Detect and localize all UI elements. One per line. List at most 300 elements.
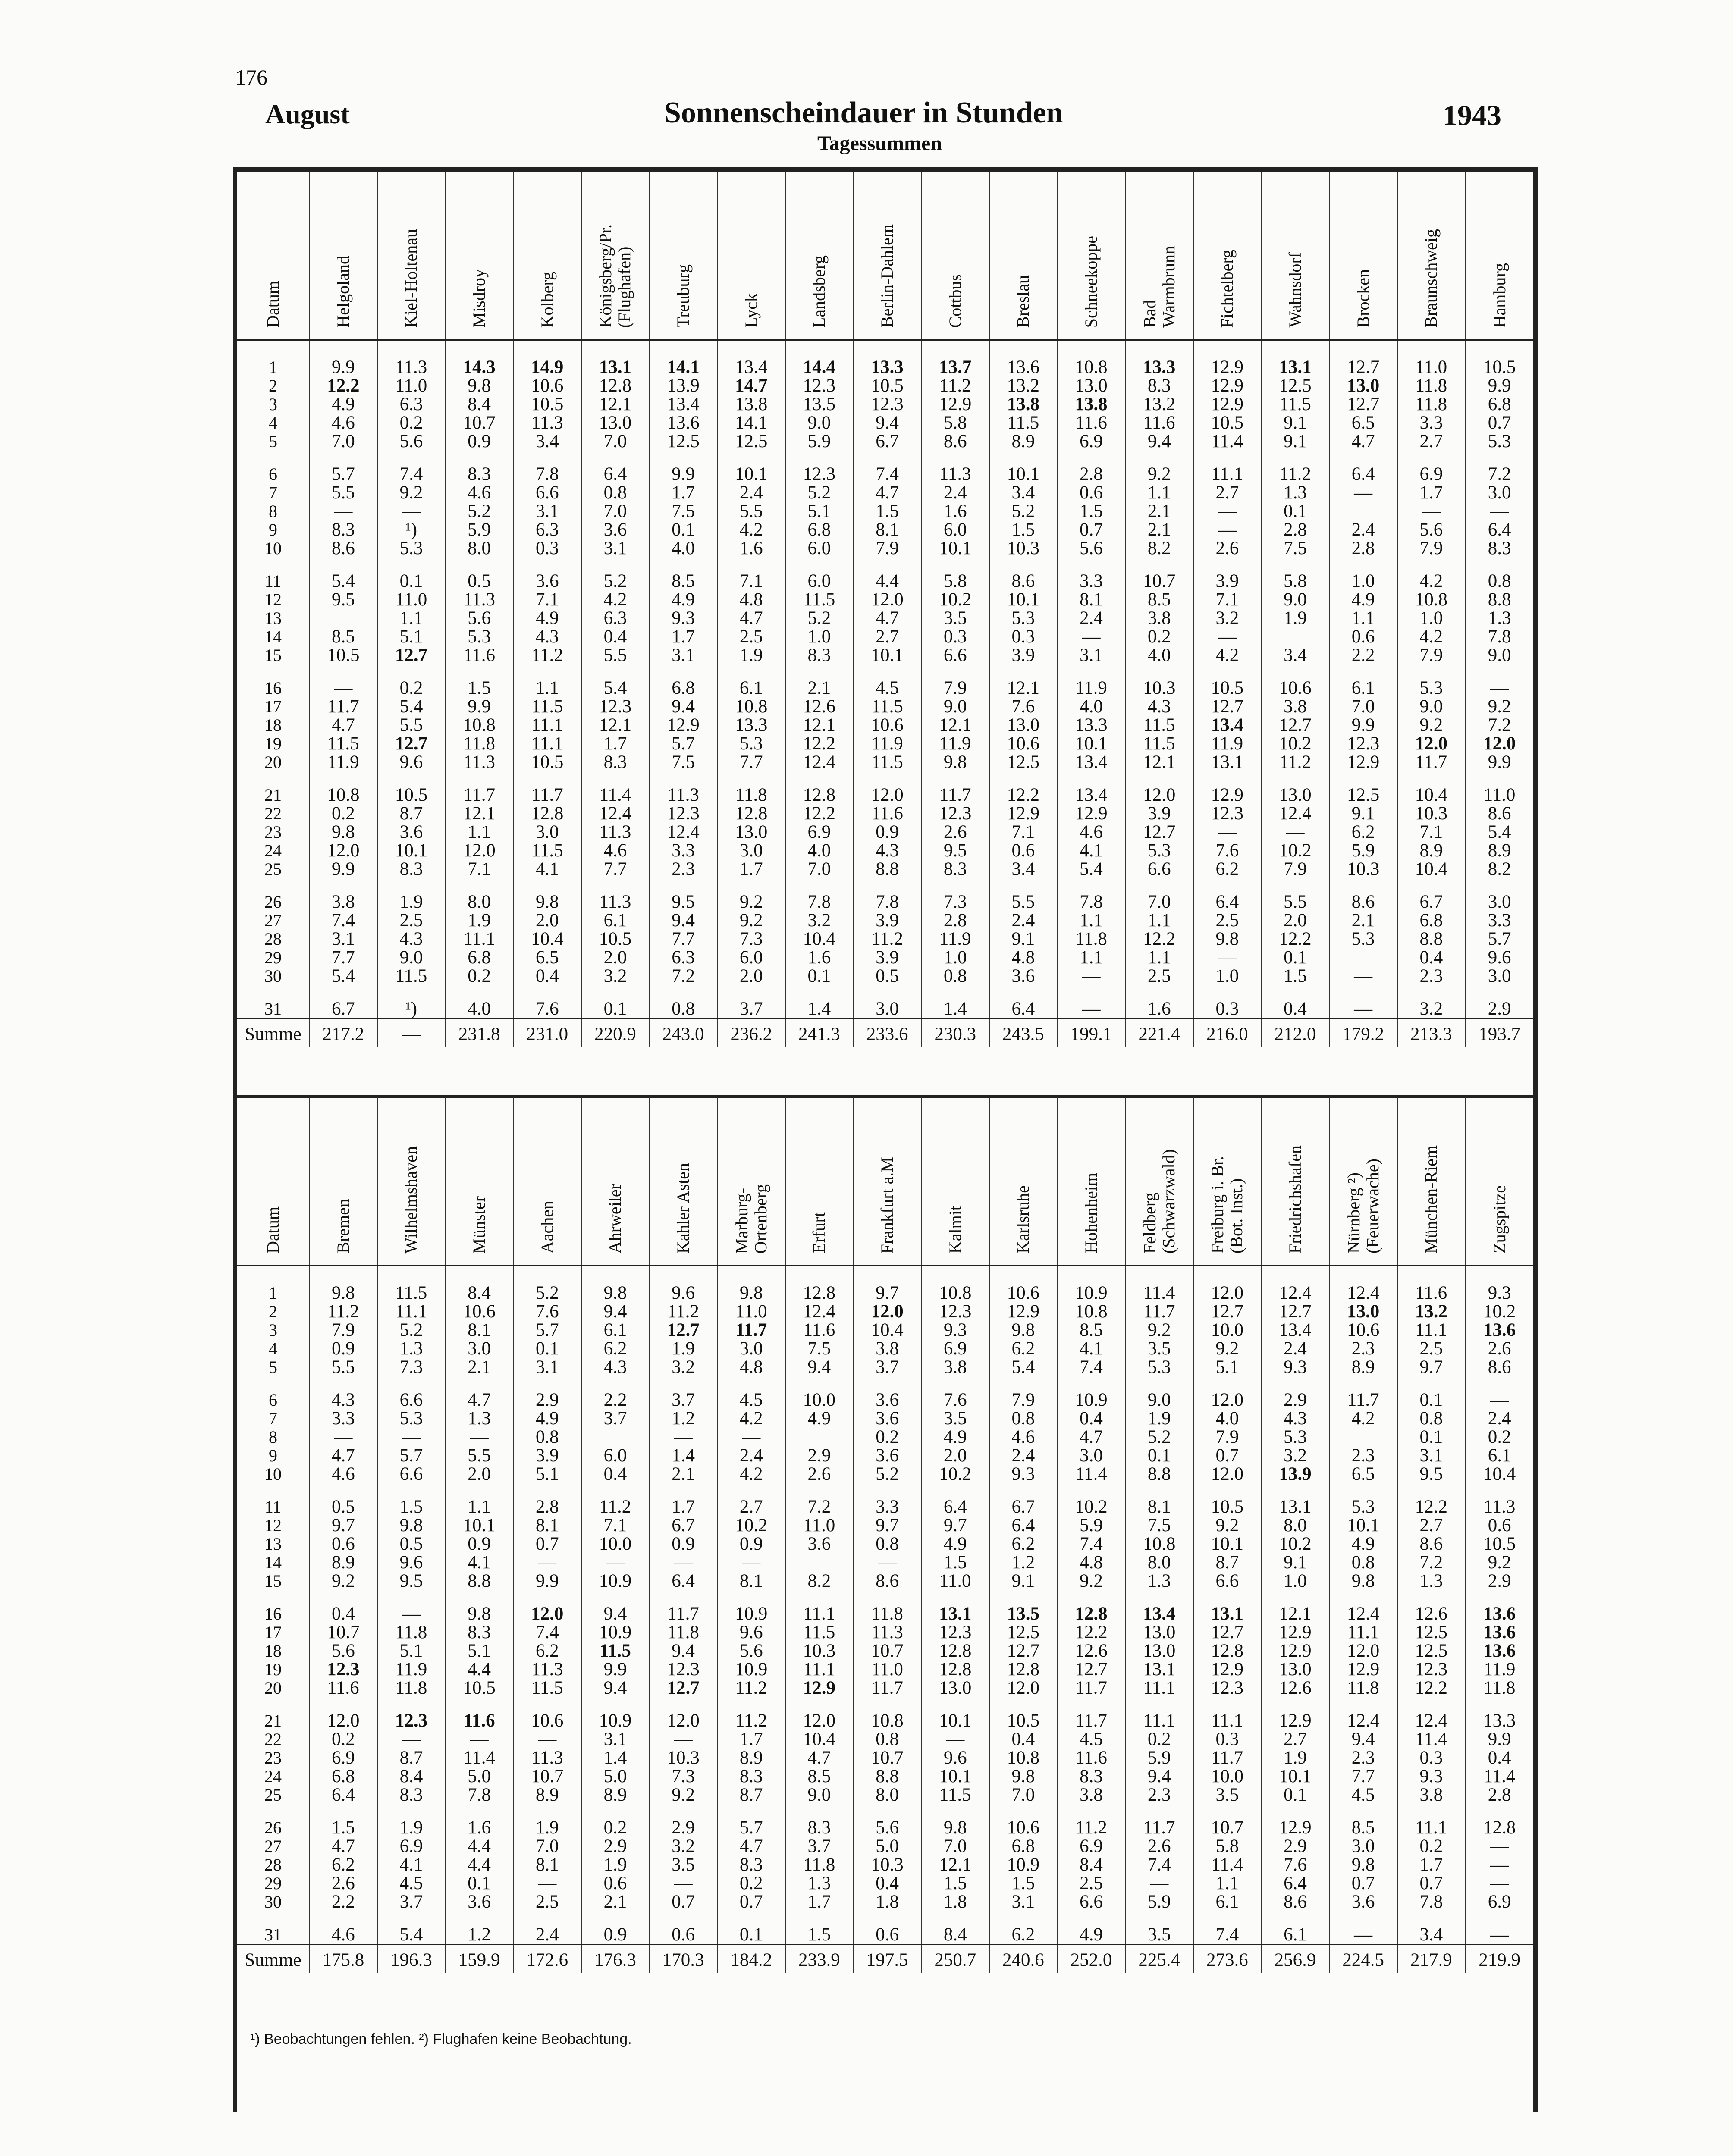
- value-cell: 5.1: [377, 1642, 446, 1660]
- value-cell: 8.5: [785, 1767, 854, 1786]
- value-cell: 11.9: [1193, 734, 1262, 753]
- day-cell: 21: [237, 786, 309, 804]
- value-cell: 11.2: [649, 1302, 717, 1321]
- value-cell: 12.8: [989, 1660, 1058, 1679]
- value-cell: 14.1: [649, 358, 717, 376]
- value-cell: 0.2: [377, 414, 446, 432]
- column-header-station: [1193, 172, 1262, 340]
- value-cell: 8.1: [513, 1855, 581, 1874]
- value-cell: 11.2: [717, 1679, 785, 1711]
- day-cell: 23: [237, 1749, 309, 1767]
- value-cell: 0.3: [1193, 1730, 1262, 1749]
- day-cell: 1: [237, 1284, 309, 1302]
- column-header-station: [785, 172, 854, 340]
- value-cell: 7.6: [989, 697, 1058, 716]
- value-cell: 2.7: [853, 627, 921, 646]
- value-cell: 12.0: [989, 1679, 1058, 1711]
- value-cell: 3.6: [513, 572, 581, 590]
- day-cell: 9: [237, 1446, 309, 1465]
- value-cell: 9.0: [1261, 590, 1329, 609]
- value-cell: 10.8: [717, 697, 785, 716]
- value-cell: 13.4: [649, 395, 717, 414]
- value-cell: 5.6: [309, 1642, 377, 1660]
- column-header-station: [1397, 172, 1466, 340]
- station-name: Lyck: [741, 293, 761, 328]
- value-cell: 6.9: [377, 1837, 446, 1855]
- value-cell: 11.5: [1125, 734, 1193, 753]
- value-cell: 8.8: [1397, 930, 1466, 948]
- value-cell: [309, 609, 377, 627]
- value-cell: 2.9: [513, 1391, 581, 1409]
- sum-row: [237, 1945, 1533, 1973]
- value-cell: 1.4: [921, 1000, 989, 1019]
- value-cell: 3.6: [989, 967, 1058, 1000]
- value-cell: ¹): [377, 1000, 446, 1019]
- value-cell: 5.6: [1057, 539, 1125, 572]
- value-cell: 8.3: [377, 860, 446, 893]
- value-cell: 0.8: [581, 483, 650, 502]
- value-cell: 1.1: [445, 1498, 513, 1516]
- value-cell: 12.9: [989, 804, 1058, 823]
- value-cell: 0.9: [649, 1535, 717, 1553]
- value-cell: 11.6: [1057, 1749, 1125, 1767]
- value-cell: 5.3: [1125, 841, 1193, 860]
- value-cell: 4.8: [717, 1358, 785, 1391]
- value-cell: 5.6: [853, 1818, 921, 1837]
- value-cell: 11.4: [581, 786, 650, 804]
- value-cell: 2.4: [921, 483, 989, 502]
- sum-cell: 184.2: [717, 1945, 785, 1973]
- value-cell: 9.1: [989, 930, 1058, 948]
- station-name: Münster: [469, 1196, 489, 1253]
- value-cell: 5.5: [1261, 893, 1329, 911]
- value-cell: 3.0: [1488, 483, 1511, 503]
- value-cell: 6.6: [1125, 860, 1193, 893]
- sum-row: [237, 1019, 1533, 1047]
- column-header-station: [1465, 172, 1533, 340]
- station-name: Königsberg/Pr. (Flughafen): [596, 224, 634, 328]
- value-cell: 9.6: [717, 1623, 785, 1642]
- value-cell: 4.9: [921, 1535, 989, 1553]
- value-cell: 11.7: [649, 1604, 717, 1623]
- value-cell: 9.9: [445, 697, 513, 716]
- value-cell: 11.5: [785, 1623, 854, 1642]
- value-cell: 9.9: [581, 1660, 650, 1679]
- value-cell: 13.4: [1057, 753, 1125, 786]
- value-cell: 5.5: [445, 1446, 513, 1465]
- value-cell: 8.3: [1057, 1767, 1125, 1786]
- value-cell: 9.3: [1261, 1358, 1329, 1391]
- table-row: [237, 679, 1533, 697]
- value-cell: 12.8: [513, 804, 581, 823]
- value-cell: 4.0: [785, 841, 854, 860]
- value-cell: 4.9: [1329, 1535, 1397, 1553]
- sum-cell: 217.2: [309, 1019, 377, 1047]
- value-cell: 8.6: [1261, 1893, 1329, 1925]
- value-cell: 9.5: [921, 841, 989, 860]
- value-cell: 12.6: [1057, 1642, 1125, 1660]
- value-cell: 3.3: [1488, 910, 1511, 931]
- column-header-station: [581, 1097, 650, 1266]
- value-cell: 3.0: [1488, 966, 1511, 986]
- value-cell: 9.4: [785, 1358, 854, 1391]
- value-cell: 1.0: [1261, 1572, 1329, 1604]
- value-cell: 10.7: [1193, 1818, 1262, 1837]
- value-cell: 9.2: [1193, 1339, 1262, 1358]
- value-cell: 10.1: [921, 1711, 989, 1730]
- value-cell: 11.2: [513, 646, 581, 679]
- value-cell: 12.2: [1261, 930, 1329, 948]
- day-cell: 2: [237, 1302, 309, 1321]
- value-cell: ¹): [377, 520, 446, 539]
- value-cell: 1.1: [513, 679, 581, 697]
- sum-cell: 172.6: [513, 1945, 581, 1973]
- value-cell: —: [649, 1730, 717, 1749]
- value-cell: 2.0: [513, 911, 581, 930]
- table-row: [237, 1572, 1533, 1604]
- value-cell: 3.1: [581, 539, 650, 572]
- value-cell: 11.0: [853, 1660, 921, 1679]
- value-cell: 12.9: [921, 395, 989, 414]
- value-cell: 14.3: [445, 358, 513, 376]
- value-cell: 11.1: [1193, 465, 1262, 483]
- value-cell: 3.1: [1397, 1446, 1466, 1465]
- value-cell: 9.3: [1397, 1767, 1466, 1786]
- value-cell: 6.4: [989, 1000, 1058, 1019]
- value-cell: 9.5: [649, 893, 717, 911]
- value-cell: 9.2: [717, 893, 785, 911]
- value-cell: 5.3: [445, 627, 513, 646]
- value-cell: 12.9: [1193, 395, 1262, 414]
- value-cell: 12.9: [1193, 1660, 1262, 1679]
- value-cell: 10.6: [853, 716, 921, 734]
- value-cell: 0.7: [1397, 1874, 1466, 1893]
- value-cell: 7.5: [785, 1339, 854, 1358]
- value-cell: 8.1: [717, 1572, 785, 1604]
- value-cell: 3.8: [853, 1339, 921, 1358]
- value-cell: 9.6: [377, 1553, 446, 1572]
- value-cell: 11.9: [921, 734, 989, 753]
- value-cell: 7.7: [1329, 1767, 1397, 1786]
- value-cell: 2.2: [309, 1893, 377, 1925]
- value-cell: 13.9: [1261, 1465, 1329, 1498]
- value-cell: 10.9: [581, 1572, 650, 1604]
- value-cell: 12.5: [1397, 1642, 1466, 1660]
- value-cell: 7.3: [649, 1767, 717, 1786]
- column-header-station: [377, 1097, 446, 1266]
- value-cell: 12.8: [785, 786, 854, 804]
- value-cell: —: [1329, 1000, 1397, 1019]
- table-row: [237, 1660, 1533, 1679]
- value-cell: 11.7: [445, 786, 513, 804]
- value-cell: 12.3: [1193, 1679, 1262, 1711]
- value-cell: 0.2: [853, 1428, 921, 1446]
- value-cell: 6.8: [785, 520, 854, 539]
- value-cell: 3.2: [649, 1358, 717, 1391]
- value-cell: —: [377, 1730, 446, 1749]
- value-cell: 11.3: [1483, 1497, 1516, 1517]
- value-cell: 3.6: [785, 1535, 854, 1553]
- value-cell: 12.0: [309, 1711, 377, 1730]
- value-cell: 4.2: [1397, 627, 1466, 646]
- value-cell: 4.0: [1125, 646, 1193, 679]
- value-cell: 8.7: [377, 804, 446, 823]
- table-row: [237, 1428, 1533, 1446]
- value-cell: 6.5: [513, 948, 581, 967]
- value-cell: 9.2: [1488, 1552, 1511, 1573]
- value-cell: 11.4: [1193, 1855, 1262, 1874]
- day-cell: 11: [237, 1498, 309, 1516]
- column-header-label: Datum: [263, 1206, 283, 1253]
- value-cell: 6.3: [377, 395, 446, 414]
- value-cell: 7.2: [1488, 464, 1511, 484]
- value-cell: 11.2: [309, 1302, 377, 1321]
- value-cell: 6.7: [853, 432, 921, 465]
- value-cell: 12.3: [1329, 734, 1397, 753]
- day-cell: 21: [237, 1711, 309, 1730]
- table-row: [237, 1925, 1533, 1945]
- value-cell: 1.9: [513, 1818, 581, 1837]
- value-cell: 1.1: [1125, 948, 1193, 967]
- value-cell: 9.8: [1193, 930, 1262, 948]
- table-row: [237, 930, 1533, 948]
- value-cell: 6.1: [1193, 1893, 1262, 1925]
- column-header-station: [1261, 172, 1329, 340]
- value-cell: 3.7: [649, 1391, 717, 1409]
- table-row: [237, 627, 1533, 646]
- value-cell: 13.1: [1193, 753, 1262, 786]
- value-cell: —: [1490, 1836, 1509, 1856]
- table-row: [237, 753, 1533, 786]
- value-cell: 2.4: [1057, 609, 1125, 627]
- value-cell: 13.8: [717, 395, 785, 414]
- station-name: Zugspitze: [1489, 1185, 1509, 1253]
- value-cell: 13.2: [989, 376, 1058, 395]
- day-cell: 14: [237, 1553, 309, 1572]
- sunshine-table-north: [237, 172, 1533, 1047]
- value-cell: 11.7: [853, 1679, 921, 1711]
- value-cell: 9.2: [1488, 696, 1511, 717]
- value-cell: 0.3: [921, 627, 989, 646]
- day-cell: 27: [237, 1837, 309, 1855]
- sum-cell: 250.7: [921, 1945, 989, 1973]
- value-cell: 3.3: [649, 841, 717, 860]
- value-cell: 9.8: [581, 1284, 650, 1302]
- value-cell: 3.1: [649, 646, 717, 679]
- value-cell: [785, 1428, 854, 1446]
- value-cell: [1329, 1428, 1397, 1446]
- value-cell: 12.0: [1193, 1465, 1262, 1498]
- value-cell: 11.9: [377, 1660, 446, 1679]
- value-cell: 6.6: [1057, 1893, 1125, 1925]
- value-cell: 5.4: [1057, 860, 1125, 893]
- value-cell: 10.9: [1057, 1284, 1125, 1302]
- value-cell: 11.3: [513, 1749, 581, 1767]
- value-cell: —: [649, 1874, 717, 1893]
- table-row: [237, 1516, 1533, 1535]
- value-cell: 12.3: [649, 1660, 717, 1679]
- value-cell: 13.2: [1125, 395, 1193, 414]
- value-cell: 11.3: [445, 753, 513, 786]
- value-cell: 10.5: [445, 1679, 513, 1711]
- value-cell: 2.5: [513, 1893, 581, 1925]
- value-cell: 10.2: [717, 1516, 785, 1535]
- value-cell: 4.4: [445, 1855, 513, 1874]
- table-row: [237, 414, 1533, 432]
- value-cell: 9.1: [1329, 804, 1397, 823]
- value-cell: 6.2: [989, 1339, 1058, 1358]
- value-cell: 11.0: [785, 1516, 854, 1535]
- value-cell: 11.4: [445, 1749, 513, 1767]
- value-cell: 12.9: [1329, 1660, 1397, 1679]
- value-cell: 0.6: [853, 1925, 921, 1945]
- value-cell: 7.4: [1057, 1535, 1125, 1553]
- value-cell: 6.5: [1329, 1465, 1397, 1498]
- value-cell: 6.6: [1193, 1572, 1262, 1604]
- value-cell: —: [1193, 823, 1262, 841]
- value-cell: 12.8: [785, 1284, 854, 1302]
- station-name: Schneekoppe: [1081, 235, 1101, 328]
- table-row: [237, 609, 1533, 627]
- value-cell: 10.3: [1125, 679, 1193, 697]
- value-cell: 12.3: [581, 697, 650, 716]
- value-cell: 9.4: [649, 1642, 717, 1660]
- value-cell: 9.0: [921, 697, 989, 716]
- value-cell: 11.3: [513, 1660, 581, 1679]
- value-cell: 7.0: [581, 502, 650, 520]
- value-cell: 2.5: [1193, 911, 1262, 930]
- value-cell: 12.2: [1125, 930, 1193, 948]
- value-cell: —: [1490, 1855, 1509, 1875]
- value-cell: 8.9: [581, 1786, 650, 1818]
- frame-top-rule: [233, 167, 1538, 172]
- value-cell: 11.3: [513, 414, 581, 432]
- value-cell: 7.8: [1488, 627, 1511, 647]
- day-cell: 26: [237, 1818, 309, 1837]
- value-cell: 1.0: [1193, 967, 1262, 1000]
- value-cell: 12.0: [853, 1302, 921, 1321]
- value-cell: 2.1: [581, 1893, 650, 1925]
- table-row: [237, 1409, 1533, 1428]
- value-cell: 13.6: [1483, 1604, 1516, 1624]
- value-cell: 9.9: [1488, 752, 1511, 772]
- value-cell: 6.1: [1329, 679, 1397, 697]
- value-cell: 12.5: [989, 1623, 1058, 1642]
- value-cell: 8.3: [581, 753, 650, 786]
- value-cell: 4.5: [853, 679, 921, 697]
- value-cell: 1.0: [921, 948, 989, 967]
- value-cell: 4.3: [309, 1391, 377, 1409]
- value-cell: 9.2: [1193, 1516, 1262, 1535]
- value-cell: 2.5: [717, 627, 785, 646]
- table-row: [237, 948, 1533, 967]
- station-name: Marburg- Ortenberg: [732, 1184, 770, 1253]
- value-cell: —: [377, 1604, 446, 1623]
- value-cell: 0.8: [853, 1535, 921, 1553]
- value-cell: 12.0: [513, 1604, 581, 1623]
- value-cell: 13.5: [785, 395, 854, 414]
- column-header-station: [513, 172, 581, 340]
- station-name: Hohenheim: [1081, 1173, 1101, 1253]
- table-row: [237, 376, 1533, 395]
- column-header-station: [1125, 172, 1193, 340]
- value-cell: 8.9: [309, 1553, 377, 1572]
- value-cell: 6.2: [989, 1535, 1058, 1553]
- value-cell: 7.8: [1057, 893, 1125, 911]
- value-cell: 10.4: [1483, 1464, 1516, 1484]
- value-cell: 6.3: [649, 948, 717, 967]
- value-cell: 0.2: [377, 679, 446, 697]
- value-cell: 10.8: [1397, 590, 1466, 609]
- value-cell: 4.1: [513, 860, 581, 893]
- value-cell: 0.1: [1261, 1786, 1329, 1818]
- value-cell: 1.4: [785, 1000, 854, 1019]
- value-cell: 10.1: [445, 1516, 513, 1535]
- value-cell: 0.6: [309, 1535, 377, 1553]
- value-cell: 4.0: [1057, 697, 1125, 716]
- value-cell: 6.4: [581, 465, 650, 483]
- value-cell: [1329, 502, 1397, 520]
- value-cell: 13.1: [1261, 1498, 1329, 1516]
- value-cell: 10.7: [445, 414, 513, 432]
- day-cell: 8: [237, 502, 309, 520]
- value-cell: 10.5: [1193, 679, 1262, 697]
- value-cell: 11.8: [853, 1604, 921, 1623]
- value-cell: 2.7: [1261, 1730, 1329, 1749]
- value-cell: 5.2: [1125, 1428, 1193, 1446]
- value-cell: 8.6: [1397, 1535, 1466, 1553]
- value-cell: 12.5: [1397, 1623, 1466, 1642]
- value-cell: 5.3: [717, 734, 785, 753]
- value-cell: 12.2: [785, 734, 854, 753]
- value-cell: 9.7: [921, 1516, 989, 1535]
- value-cell: 5.6: [445, 609, 513, 627]
- value-cell: 12.5: [1329, 786, 1397, 804]
- value-cell: 5.2: [785, 483, 854, 502]
- value-cell: 11.0: [1483, 785, 1516, 805]
- day-cell: 6: [237, 465, 309, 483]
- value-cell: 12.3: [921, 1623, 989, 1642]
- table-row: [237, 1711, 1533, 1730]
- value-cell: [785, 1553, 854, 1572]
- sum-cell: 175.8: [309, 1945, 377, 1973]
- value-cell: —: [445, 1730, 513, 1749]
- value-cell: 6.6: [377, 1391, 446, 1409]
- header-row: [237, 1097, 1533, 1266]
- value-cell: 11.7: [1057, 1679, 1125, 1711]
- value-cell: 11.2: [717, 1711, 785, 1730]
- frame-right-rule: [1533, 167, 1538, 2112]
- value-cell: 10.1: [853, 646, 921, 679]
- value-cell: 6.9: [785, 823, 854, 841]
- value-cell: 3.7: [717, 1000, 785, 1019]
- table-row: [237, 1358, 1533, 1391]
- value-cell: 1.9: [717, 646, 785, 679]
- value-cell: 3.9: [853, 948, 921, 967]
- value-cell: 7.0: [1125, 893, 1193, 911]
- value-cell: 3.0: [853, 1000, 921, 1019]
- value-cell: 13.0: [989, 716, 1058, 734]
- value-cell: 5.1: [377, 627, 446, 646]
- value-cell: 0.8: [853, 1730, 921, 1749]
- value-cell: 1.7: [649, 483, 717, 502]
- day-cell: 1: [237, 358, 309, 376]
- value-cell: 4.2: [717, 1465, 785, 1498]
- value-cell: 10.1: [1057, 734, 1125, 753]
- value-cell: 8.9: [1397, 841, 1466, 860]
- value-cell: 11.6: [853, 804, 921, 823]
- sum-cell: 193.7: [1465, 1019, 1533, 1047]
